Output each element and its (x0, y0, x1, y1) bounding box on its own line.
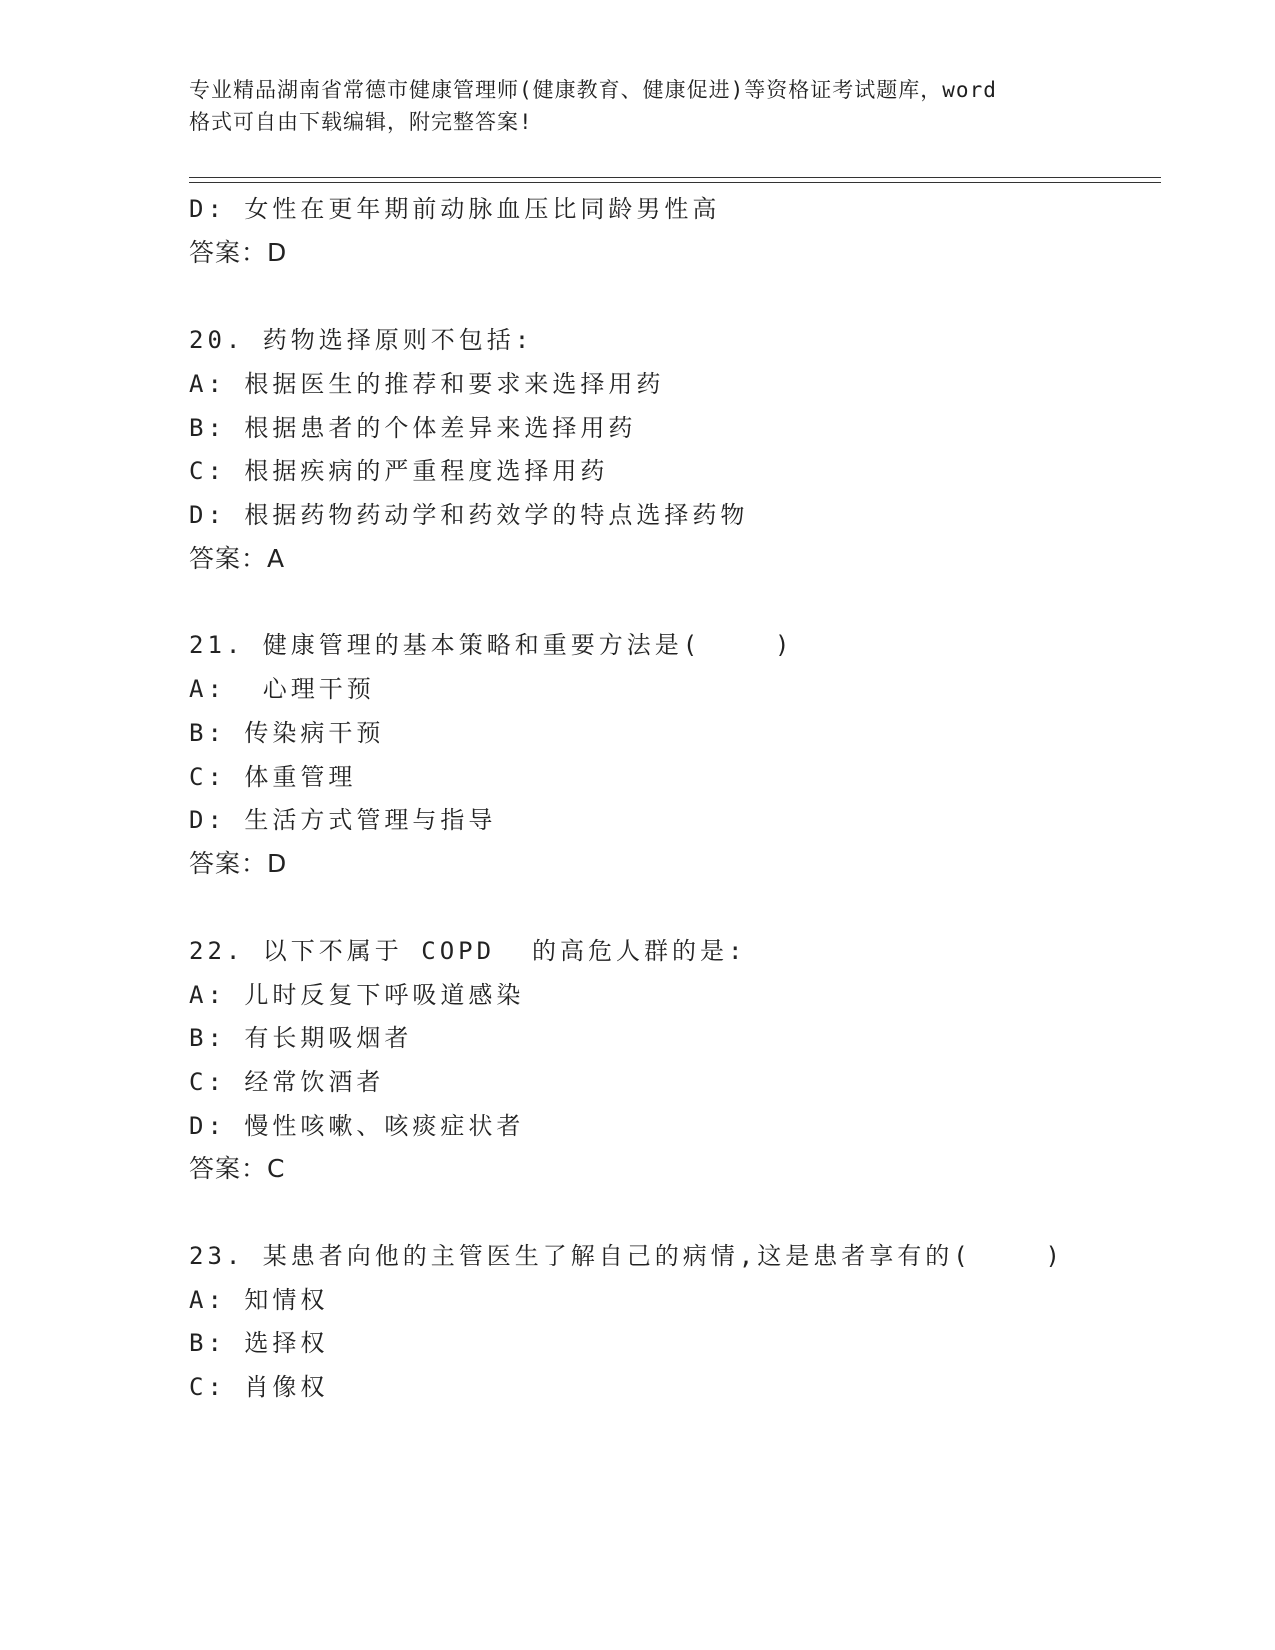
question-22-stem: 22. 以下不属于 COPD 的高危人群的是: (189, 937, 747, 965)
prev-option-d: D: 女性在更年期前动脉血压比同龄男性高 (189, 195, 721, 223)
question-21-option-d: D: 生活方式管理与指导 (189, 806, 497, 834)
question-20-stem: 20. 药物选择原则不包括: (189, 326, 534, 354)
question-23-option-b: B: 选择权 (189, 1329, 329, 1357)
question-21-answer: 答案：D (189, 849, 288, 878)
header-line-2: 格式可自由下载编辑，附完整答案! (189, 110, 533, 134)
question-20-option-a: A: 根据医生的推荐和要求来选择用药 (189, 370, 665, 398)
header-line-1: 专业精品湖南省常德市健康管理师(健康教育、健康促进)等资格证考试题库，word (189, 78, 997, 102)
question-22-option-c: C: 经常饮酒者 (189, 1068, 385, 1096)
header-divider-top (189, 177, 1161, 178)
question-21-option-c: C: 体重管理 (189, 763, 357, 791)
question-22-option-d: D: 慢性咳嗽、咳痰症状者 (189, 1112, 525, 1140)
question-22-option-b: B: 有长期吸烟者 (189, 1024, 413, 1052)
question-21-stem: 21. 健康管理的基本策略和重要方法是( ) (189, 631, 794, 659)
question-23-option-c: C: 肖像权 (189, 1373, 329, 1401)
prev-answer: 答案：D (189, 238, 288, 267)
question-20-option-b: B: 根据患者的个体差异来选择用药 (189, 414, 637, 442)
question-20-answer: 答案：A (189, 544, 286, 573)
question-20-option-d: D: 根据药物药动学和药效学的特点选择药物 (189, 501, 749, 529)
question-20-option-c: C: 根据疾病的严重程度选择用药 (189, 457, 609, 485)
question-21-option-b: B: 传染病干预 (189, 719, 385, 747)
question-22-answer: 答案：C (189, 1154, 286, 1183)
question-21-option-a: A: 心理干预 (189, 675, 375, 703)
question-23-option-a: A: 知情权 (189, 1286, 329, 1314)
question-23-stem: 23. 某患者向他的主管医生了解自己的病情,这是患者享有的( ) (189, 1242, 1064, 1270)
header-divider-bottom (189, 182, 1161, 183)
question-22-option-a: A: 儿时反复下呼吸道感染 (189, 981, 525, 1009)
document-header (189, 74, 1089, 138)
